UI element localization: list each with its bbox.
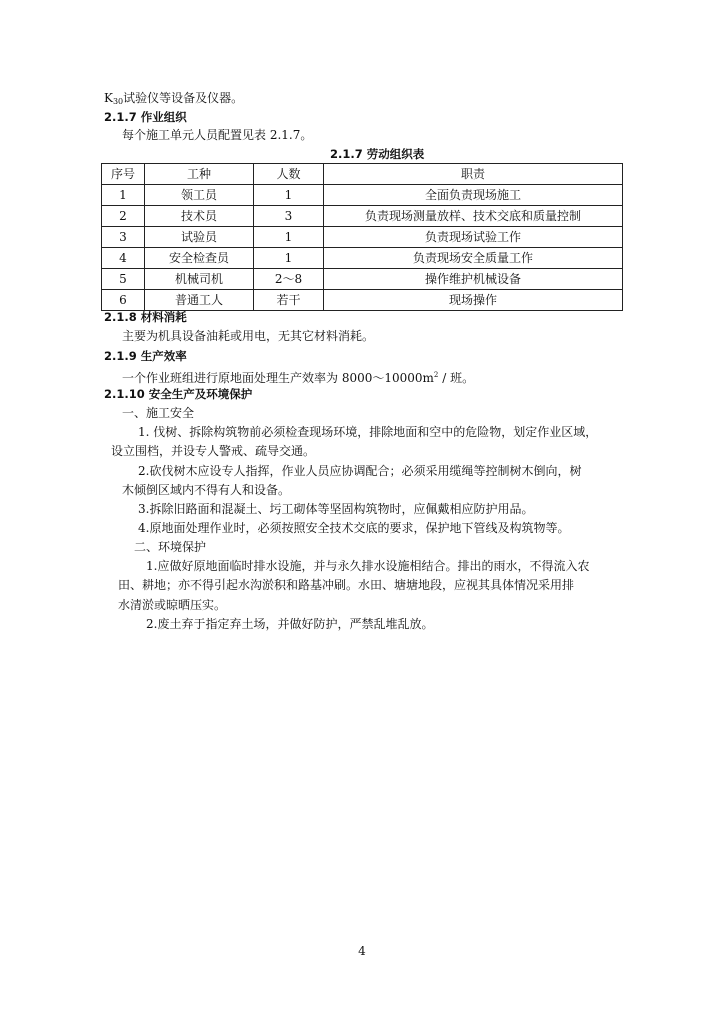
cell-serial: 1 xyxy=(102,185,145,206)
cell-trade: 技术员 xyxy=(145,206,254,227)
environment-item-2: 2.废土弃于指定弃土场，并做好防护，严禁乱堆乱放。 xyxy=(146,617,434,631)
cell-count: 3 xyxy=(254,206,324,227)
cell-duty: 现场操作 xyxy=(324,290,623,311)
table-row xyxy=(102,269,623,290)
efficiency-unit: / 班。 xyxy=(438,371,475,385)
cell-serial: 3 xyxy=(102,227,145,248)
k-symbol: K xyxy=(104,91,113,105)
cell-count: 1 xyxy=(254,227,324,248)
header-duty: 职责 xyxy=(324,164,623,185)
section-heading-2-1-7: 2.1.7 作业组织 xyxy=(104,110,187,124)
cell-serial: 2 xyxy=(102,206,145,227)
cell-duty: 负责现场试验工作 xyxy=(324,227,623,248)
cell-duty: 操作维护机械设备 xyxy=(324,269,623,290)
safety-item-2-line-1: 2.砍伐树木应设专人指挥，作业人员应协调配合；必须采用缆绳等控制树木倒向，树 xyxy=(138,464,582,478)
paragraph-2-1-8: 主要为机具设备油耗或用电，无其它材料消耗。 xyxy=(122,329,375,343)
cell-duty: 负责现场测量放样、技术交底和质量控制 xyxy=(324,206,623,227)
labor-organization-table xyxy=(101,163,623,311)
cell-duty: 全面负责现场施工 xyxy=(324,185,623,206)
safety-item-3: 3.拆除旧路面和混凝土、圬工砌体等坚固构筑物时，应佩戴相应防护用品。 xyxy=(138,502,534,516)
table-row xyxy=(102,185,623,206)
table-caption: 2.1.7 劳动组织表 xyxy=(330,147,425,161)
cell-count: 1 xyxy=(254,185,324,206)
square-superscript: 2 xyxy=(433,371,439,379)
intro-line xyxy=(104,90,243,110)
cell-serial: 5 xyxy=(102,269,145,290)
paragraph-2-1-7: 每个施工单元人员配置见表 2.1.7。 xyxy=(122,128,313,142)
table-row xyxy=(102,290,623,311)
safety-item-1-line-2: 设立围档，并设专人警戒、疏导交通。 xyxy=(111,444,316,458)
cell-trade: 试验员 xyxy=(145,227,254,248)
header-trade: 工种 xyxy=(145,164,254,185)
cell-serial: 6 xyxy=(102,290,145,311)
cell-serial: 4 xyxy=(102,248,145,269)
safety-item-4: 4.原地面处理作业时，必须按照安全技术交底的要求，保护地下管线及构筑物等。 xyxy=(138,521,570,535)
header-serial: 序号 xyxy=(102,164,145,185)
environment-item-1-line-2: 田、耕地；亦不得引起水沟淤积和路基冲刷。水田、塘塘地段，应视其具体情况采用排 xyxy=(118,578,575,592)
section-heading-2-1-10: 2.1.10 安全生产及环境保护 xyxy=(104,387,253,401)
environment-subtitle: 二、环境保护 xyxy=(134,540,207,554)
cell-trade: 普通工人 xyxy=(145,290,254,311)
cell-trade: 机械司机 xyxy=(145,269,254,290)
table-row xyxy=(102,206,623,227)
paragraph-2-1-9 xyxy=(122,367,474,386)
table-header-row xyxy=(102,164,623,185)
k-subscript: 30 xyxy=(112,97,124,106)
safety-subtitle: 一、施工安全 xyxy=(122,406,195,420)
efficiency-text: 一个作业班组进行原地面处理生产效率为 8000～10000m xyxy=(122,371,434,385)
cell-trade: 安全检查员 xyxy=(145,248,254,269)
safety-item-2-line-2: 木倾倒区域内不得有人和设备。 xyxy=(122,483,291,497)
header-count: 人数 xyxy=(254,164,324,185)
cell-trade: 领工员 xyxy=(145,185,254,206)
intro-text: 试验仪等设备及仪器。 xyxy=(123,91,244,105)
section-heading-2-1-8: 2.1.8 材料消耗 xyxy=(104,310,187,324)
section-heading-2-1-9: 2.1.9 生产效率 xyxy=(104,349,187,363)
cell-count: 若干 xyxy=(254,290,324,311)
cell-count: 2～8 xyxy=(254,269,324,290)
environment-item-1-line-1: 1.应做好原地面临时排水设施，并与永久排水设施相结合。排出的雨水，不得流入农 xyxy=(146,559,590,573)
table-row xyxy=(102,248,623,269)
table-row xyxy=(102,227,623,248)
cell-duty: 负责现场安全质量工作 xyxy=(324,248,623,269)
page-number: 4 xyxy=(358,944,366,958)
environment-item-1-line-3: 水清淤或晾晒压实。 xyxy=(118,598,227,612)
safety-item-1-line-1: 1. 伐树、拆除构筑物前必须检查现场环境，排除地面和空中的危险物，划定作业区域， xyxy=(138,425,598,439)
cell-count: 1 xyxy=(254,248,324,269)
